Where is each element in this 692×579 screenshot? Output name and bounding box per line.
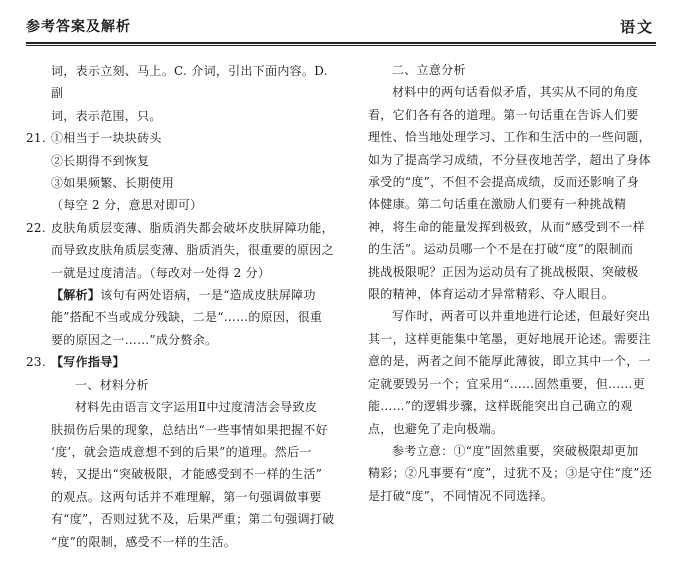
material-line: 有“度”，否则过犹不及，后果严重；第二句强调打破 xyxy=(51,512,335,527)
answer-line: ①相当于一块块砖头 xyxy=(51,131,162,146)
header-subject: 语文 xyxy=(619,18,654,36)
score-note: （每空 2 分，意思对即可） xyxy=(51,198,203,213)
section-heading: 一、材料分析 xyxy=(75,377,149,392)
material-line: “度”的限制，感受不一样的生活。 xyxy=(51,534,237,549)
paragraph-line: 神，将生命的能量发挥到极致，从而“感受到不一样 xyxy=(368,219,646,234)
material-line: 肤损伤后果的现象，总结出“一些事情如果把握不好 xyxy=(51,422,329,437)
writing-guide-tag: 【写作指导】 xyxy=(51,355,125,370)
analysis-tag: 【解析】 xyxy=(51,288,101,303)
paragraph-line: 挑战极限呢？正因为运动员有了挑战极限、突破极 xyxy=(368,264,639,279)
question-22 xyxy=(26,217,341,239)
question-number: 21. xyxy=(26,131,46,146)
paragraph-line: 精彩；②凡事要有“度”，过犹不及；③是守住“度”还 xyxy=(368,466,653,481)
paragraph-line: 理性、恰当地处理学习、工作和生活中的一些问题， xyxy=(368,130,651,145)
paragraph-line: 如为了提高学习成绩，不分昼夜地苦学，超出了身体 xyxy=(368,152,651,167)
analysis-line xyxy=(26,284,341,306)
answer-line: 皮肤角质层变薄、脂质消失都会破坏皮肤屏障功能， xyxy=(51,220,334,235)
paragraph-line: 意的是，两者之间不能厚此薄彼，即立其中一个，一 xyxy=(368,354,651,369)
left-column xyxy=(26,60,341,553)
paragraph-line: 其一，这样更能集中笔墨，更好地展开论述。需要注 xyxy=(368,331,651,346)
paragraph-line: 参考立意：①“度”固然重要，突破极限却更加 xyxy=(392,443,639,458)
paragraph-line: 看，它们各有各的道理。第一句话重在告诉人们要 xyxy=(368,107,639,122)
paragraph-line: 限的精神，体育运动才异常精彩、夺人眼目。 xyxy=(368,287,615,302)
question-21 xyxy=(26,127,341,149)
header-rule-thin xyxy=(26,45,656,46)
paragraph-line: 定就要毁另一个；宜采用“……固然重要，但……更 xyxy=(368,376,646,391)
header-rule xyxy=(26,42,656,44)
q20-continuation-line: 词，表示立刻、马上。C. 介词，引出下面内容。D. 副 xyxy=(51,64,328,101)
material-line: 材料先由语言文字运用Ⅱ中过度清洁会导致皮 xyxy=(75,400,318,415)
material-line: 的观点。这两句话并不难理解，第一句强调做事要 xyxy=(51,489,322,504)
paragraph-line: 体健康。第二句话重在激励人们要有一种挑战精 xyxy=(368,197,627,212)
question-number: 23. xyxy=(26,355,46,370)
section-heading: 二、立意分析 xyxy=(392,63,466,77)
paragraph-line: 写作时，两者可以并重地进行论述，但最好突出 xyxy=(392,309,651,324)
question-number: 22. xyxy=(26,220,46,235)
material-line: ‘度’，就会造成意想不到的后果”的道理。然后一 xyxy=(51,444,312,459)
question-23 xyxy=(26,351,341,373)
analysis-line: 要的原因之一……”成分赘余。 xyxy=(51,332,218,347)
analysis-text: 该句有两处语病，一是“造成皮肤屏障功 xyxy=(100,288,316,303)
analysis-line: 能”搭配不当或成分残缺，二是“……的原因，很重 xyxy=(51,310,323,325)
answer-line: 一就是过度清洁。（每改对一处得 2 分） xyxy=(51,265,271,280)
paragraph-line: 点，也避免了走向极端。 xyxy=(368,421,504,436)
paragraph-line: 是打破“度”，不同情况不同选择。 xyxy=(368,488,554,503)
answer-line: ③如果频繁、长期使用 xyxy=(51,176,175,191)
right-column xyxy=(368,59,658,507)
paragraph-line: 的生活”。运动员哪一个不是在打破“度”的限制而 xyxy=(368,242,634,257)
material-line: 转，又提出“突破极限，才能感受到不一样的生活” xyxy=(51,467,323,482)
q20-continuation-line: 词，表示范围，只。 xyxy=(51,108,162,123)
paragraph-line: 能……”的逻辑步骤，这样既能突出自己确立的观 xyxy=(368,399,633,414)
header-title: 参考答案及解析 xyxy=(26,19,131,35)
paragraph-line: 材料中的两句话看似矛盾，其实从不同的角度 xyxy=(392,85,639,100)
paragraph-line: 承受的“度”，不但不会提高成绩，反而还影响了身 xyxy=(368,175,640,190)
answer-line: ②长期得不到恢复 xyxy=(51,153,150,168)
answer-line: 而导致皮肤角质层变薄、脂质消失，很重要的原因之 xyxy=(51,243,334,258)
